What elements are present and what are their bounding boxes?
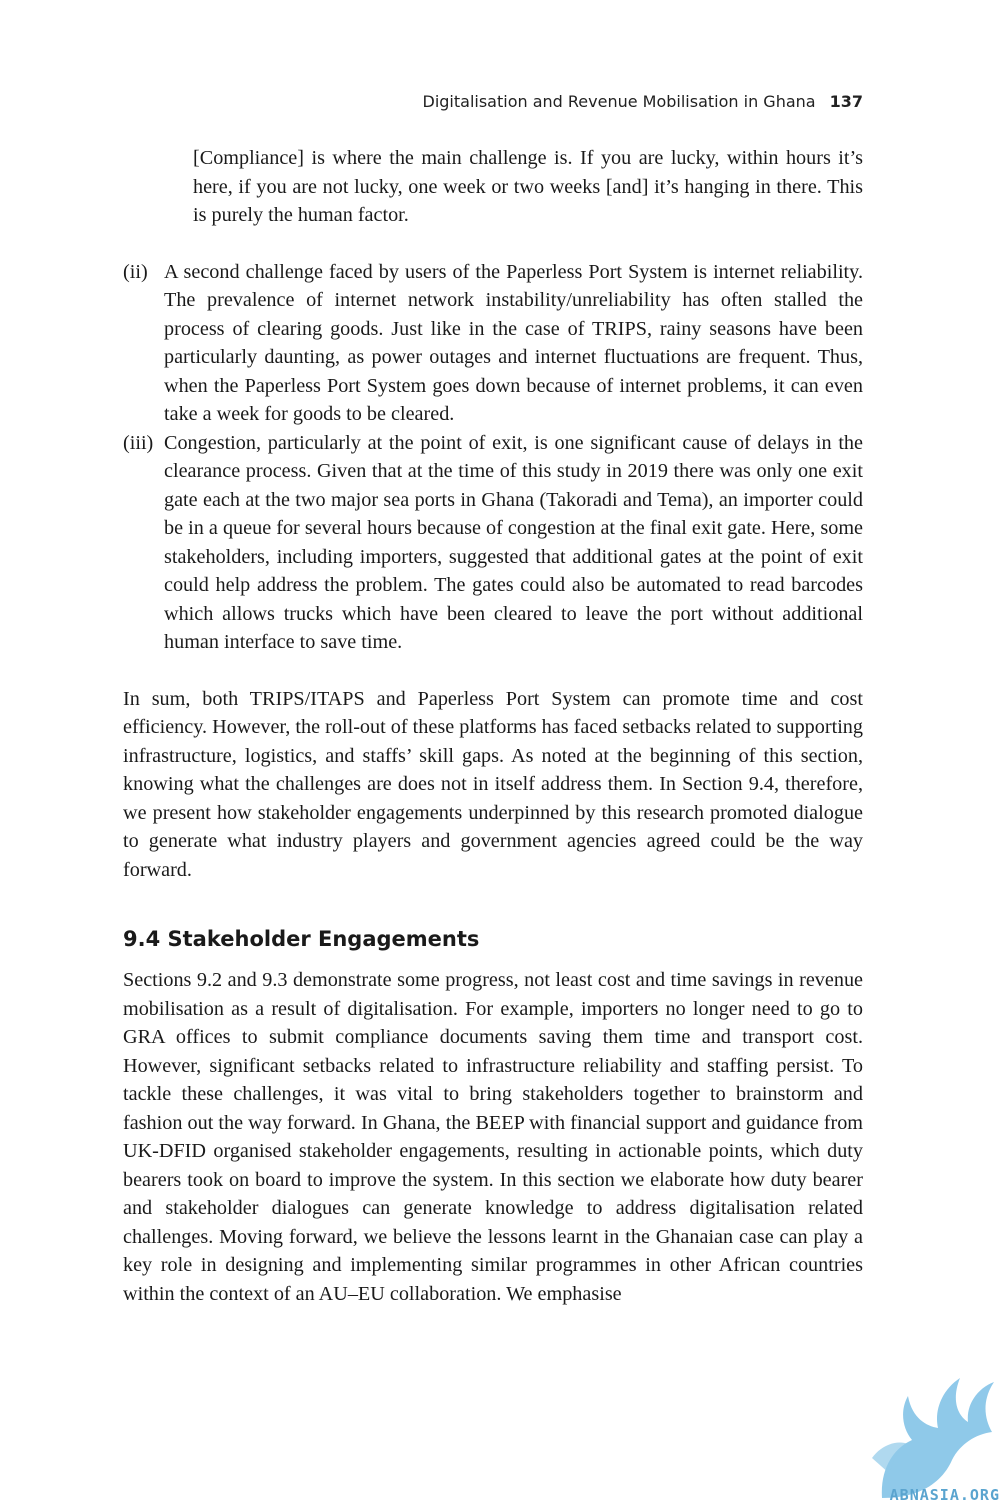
watermark-griffin-logo (842, 1348, 1002, 1508)
page-body (123, 144, 863, 1308)
page-number: 137 (829, 92, 863, 111)
running-head (423, 92, 864, 111)
block-quote: [Compliance] is where the main challenge is. If you are lucky, within hours it’s here, if you are not lucky, one week or two weeks [and] it’s hanging in there. This is purely the human factor. (193, 147, 863, 226)
list-item-iii (123, 429, 863, 657)
running-title: Digitalisation and Revenue Mobilisation in Ghana (422, 92, 816, 111)
list-text: A second challenge faced by users of the Paperless Port System is internet reliability. The prevalence of internet network instability/unreliability has often stalled the process of clearing goods. Just like in the case of TRIPS, rainy seasons have been particularly daunting, as power outages and internet fluctuations are frequent. Thus, when the Paperless Port System goes down because of internet problems, it can even take a week for goods to be cleared. (164, 260, 863, 425)
list-label: (iii) (123, 431, 154, 454)
list-text: Congestion, particularly at the point of exit, is one significant cause of delays in the clearance process. Given that at the time of this study in 2019 there was only one exit gate each at the two major sea ports in Ghana (Takoradi and Tema), an importer could be in a queue for several hours because of congestion at the final exit gate. Here, some stakeholders, including importers, suggested that additional gates at the point of exit could help address the problem. The gates could also be automated to read barcodes which allows trucks which have been cleared to leave the port without additional human interface to save time. (164, 431, 863, 653)
section-heading: 9.4 Stakeholder Engagements (123, 927, 480, 951)
watermark-text: ABNASIA.ORG (889, 1486, 1000, 1504)
section-paragraph: Sections 9.2 and 9.3 demonstrate some progress, not least cost and time savings in revenue mobilisation as a result of digitalisation. For example, importers no longer need to go to GRA offices to submit compliance documents saving them time and transport cost. However, significant setbacks related to infrastructure reliability and staffing persist. To tackle these challenges, it was vital to bring stakeholders together to brainstorm and fashion out the way forward. In Ghana, the BEEP with financial support and guidance from UK-DFID organised stakeholder engagements, resulting in actionable points, which duty bearers took on board to improve the system. In this section we elaborate how duty bearer and stakeholder dialogues can generate knowledge to address digitalisation related challenges. Moving forward, we believe the lessons learnt in the Ghanaian case can play a key role in designing and implementing similar programmes in other African countries within the context of an AU–EU collaboration. We emphasise (123, 969, 863, 1305)
summary-paragraph: In sum, both TRIPS/ITAPS and Paperless Port System can promote time and cost efficiency. However, the roll-out of these platforms has faced setbacks related to supporting infrastructure, logistics, and staffs’ skill gaps. As noted at the beginning of this section, knowing what the challenges are does not in itself address them. In Section 9.4, therefore, we present how stakeholder engagements underpinned by this research promoted dialogue to generate what industry players and government agencies agreed could be the way forward. (123, 687, 863, 881)
list-label: (ii) (123, 260, 148, 283)
list-item-ii (123, 258, 863, 429)
